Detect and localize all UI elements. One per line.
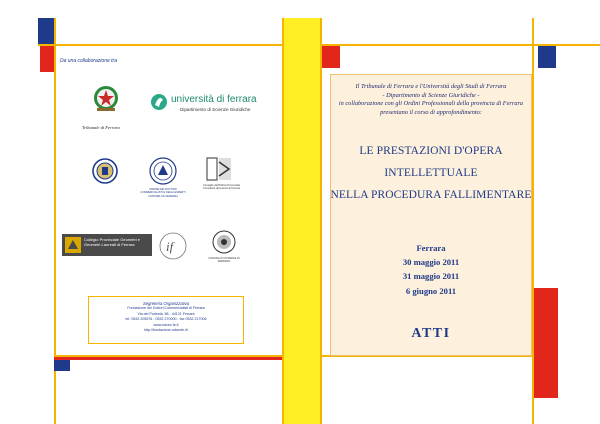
intro-text [330, 83, 532, 117]
seal-commercialisti-caption: ORDINE DEI DOTTORI COMMERCIALISTI E DEGLI ESPERTI CONTABILI DI FERRARA [140, 188, 186, 198]
secretariat-web2[interactable]: http://fondazione.odcecfe.it/ [144, 328, 188, 333]
secretariat-phones: tel. 0532 205576 - 0532 270000 - fax 0532 217006 [125, 317, 207, 322]
event-date-1: 30 maggio 2011 [402, 257, 460, 268]
collaboration-text: Da una collaborazione tra [60, 58, 117, 64]
center-spine [282, 18, 322, 424]
university-subtitle: Dipartimento di Scienze Giuridiche [180, 107, 251, 112]
secretariat-box [88, 296, 244, 344]
university-title: università di ferrara [171, 94, 257, 105]
bottom-red-strip [54, 357, 282, 360]
seal-ordine-avvocati-icon [92, 158, 118, 184]
logo-consulenti-lavoro [205, 156, 233, 182]
university-leaf-icon [150, 92, 168, 112]
seal-commercialisti-logo [148, 156, 178, 186]
center-spine-edge-right [320, 18, 322, 424]
seal-notai-logo [212, 230, 236, 254]
university-logo [150, 92, 280, 116]
course-title-line-2: INTELLETTUALE [384, 167, 478, 179]
event-date-3: 6 giugno 2011 [405, 285, 457, 296]
event-date-2: 31 maggio 2011 [402, 271, 460, 282]
bottom-right-red-block [534, 288, 558, 398]
top-right-blue-block [538, 46, 556, 68]
emblem-italy-logo [92, 84, 120, 114]
seal-commercialisti-icon [148, 156, 178, 186]
event-city: Ferrara [416, 243, 446, 253]
emblem-italy-caption: Tribunale di Ferrara [82, 125, 120, 130]
intro-line-4: presentano il corso di approfondimento: [380, 108, 482, 116]
intro-line-1: Il Tribunale di Ferrara e l'Università degli Studi di Ferrara [355, 83, 507, 90]
seal-notai-caption: CONSIGLIO NOTARILE DI FERRARA [208, 257, 240, 264]
logo-consulenti-lavoro-caption: Consiglio dell'Ordine Provinciale Consulenti del Lavoro di Ferrara [203, 184, 241, 191]
secretariat-web1[interactable]: www.odcec.fe.it [153, 322, 179, 327]
svg-text:if: if [166, 239, 174, 254]
intro-line-2: - Dipartimento di Scienze Giuridiche - [382, 91, 480, 99]
course-title-line-3: NELLA PROCEDURA FALLIMENTARE [330, 189, 532, 201]
secretariat-address: Via del Podestà, 58 - 44121 Ferrara [137, 311, 195, 316]
intro-line-3: in collaborazione con gli Ordini Professionali della provincia di Ferrara [338, 100, 524, 108]
geometri-icon [65, 237, 81, 253]
logo-geometri [62, 234, 152, 256]
logo-if [158, 230, 188, 262]
seal-notai-icon [212, 230, 236, 254]
secretariat-title: Segreteria Organizzativa [142, 301, 190, 306]
logo-geometri-caption: Collegio Provinciale Geometri e Geometri Laureati di Ferrara [84, 237, 141, 247]
secretariat-org: Fondazione dei Dottori Commercialisti di Ferrara [127, 306, 205, 311]
center-spine-edge-left [282, 18, 284, 424]
emblem-italy-icon [92, 84, 120, 114]
if-logo-icon [158, 230, 188, 262]
top-right-red-block [322, 46, 340, 68]
top-left-red-block [40, 46, 54, 72]
atti-label: ATTI [411, 326, 451, 341]
event-dates [330, 241, 532, 298]
consulenti-lavoro-icon [205, 156, 233, 182]
course-title-line-1: LE PRESTAZIONI D'OPERA [359, 145, 503, 157]
top-left-blue-block [38, 18, 54, 44]
seal-ordine-avvocati-logo [92, 158, 118, 184]
